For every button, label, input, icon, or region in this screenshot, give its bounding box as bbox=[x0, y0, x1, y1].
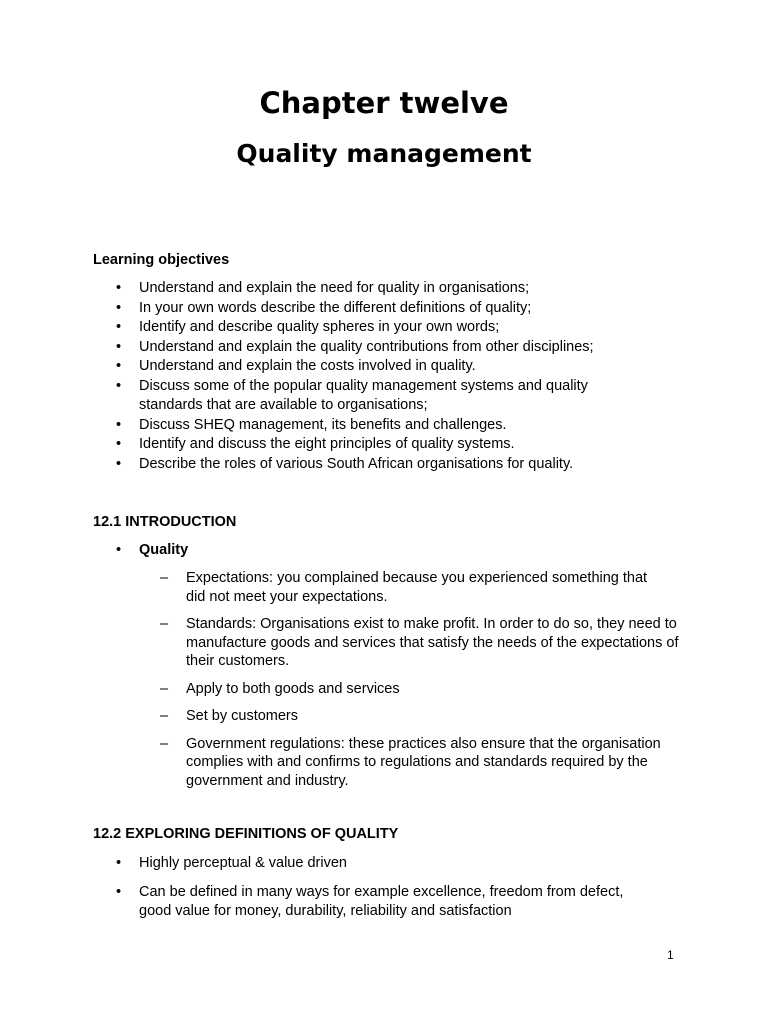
list-item: – Set by customers bbox=[160, 708, 299, 724]
list-item: – Standards: Organisations exist to make profit. In order to do so, they need to manufacture goods and services that satisfy the needs of the expectations of their customers. bbox=[160, 616, 679, 669]
list-item: • Discuss some of the popular quality management systems and quality standards that are available to organisations; bbox=[116, 377, 588, 413]
list-item: – Expectations: you complained because you experienced something that did not meet your expectations. bbox=[160, 570, 648, 605]
objectives-list bbox=[93, 279, 693, 474]
list-item: • Identify and discuss the eight principles of quality systems. bbox=[116, 436, 515, 452]
list-item: – Apply to both goods and services bbox=[160, 680, 400, 697]
section-heading-introduction: 12.1 INTRODUCTION bbox=[93, 514, 237, 530]
section-heading-definitions: 12.2 EXPLORING DEFINITIONS OF QUALITY bbox=[93, 826, 399, 842]
chapter-subtitle: Quality management bbox=[236, 139, 532, 168]
list-item: • Understand and explain the need for quality in organisations; bbox=[116, 280, 530, 296]
list-item: • Highly perceptual & value driven bbox=[116, 855, 347, 871]
chapter-title: Chapter twelve bbox=[259, 86, 509, 120]
list-item: – Government regulations: these practices also ensure that the organisation complies with and confirms to regulations and standards required by the government and industry. bbox=[160, 735, 661, 789]
list-item: • Describe the roles of various South African organisations for quality. bbox=[116, 455, 574, 472]
objectives-heading: Learning objectives bbox=[93, 252, 230, 268]
list-item: • Understand and explain the quality contributions from other disciplines; bbox=[116, 338, 594, 355]
definitions-list bbox=[93, 854, 693, 931]
list-item: • Identify and describe quality spheres in your own words; bbox=[116, 319, 500, 335]
list-item: • Discuss SHEQ management, its benefits and challenges. bbox=[116, 416, 507, 433]
introduction-list bbox=[93, 541, 693, 561]
list-item: • Can be defined in many ways for example excellence, freedom from defect, good value for money, durability, reliability and satisfaction bbox=[116, 883, 624, 919]
list-item: • Quality bbox=[116, 542, 189, 558]
page-number: 1 bbox=[667, 948, 674, 962]
quality-sub-list bbox=[160, 569, 680, 799]
list-item: • Understand and explain the costs involved in quality. bbox=[116, 358, 476, 374]
list-item: • In your own words describe the different definitions of quality; bbox=[116, 299, 532, 316]
